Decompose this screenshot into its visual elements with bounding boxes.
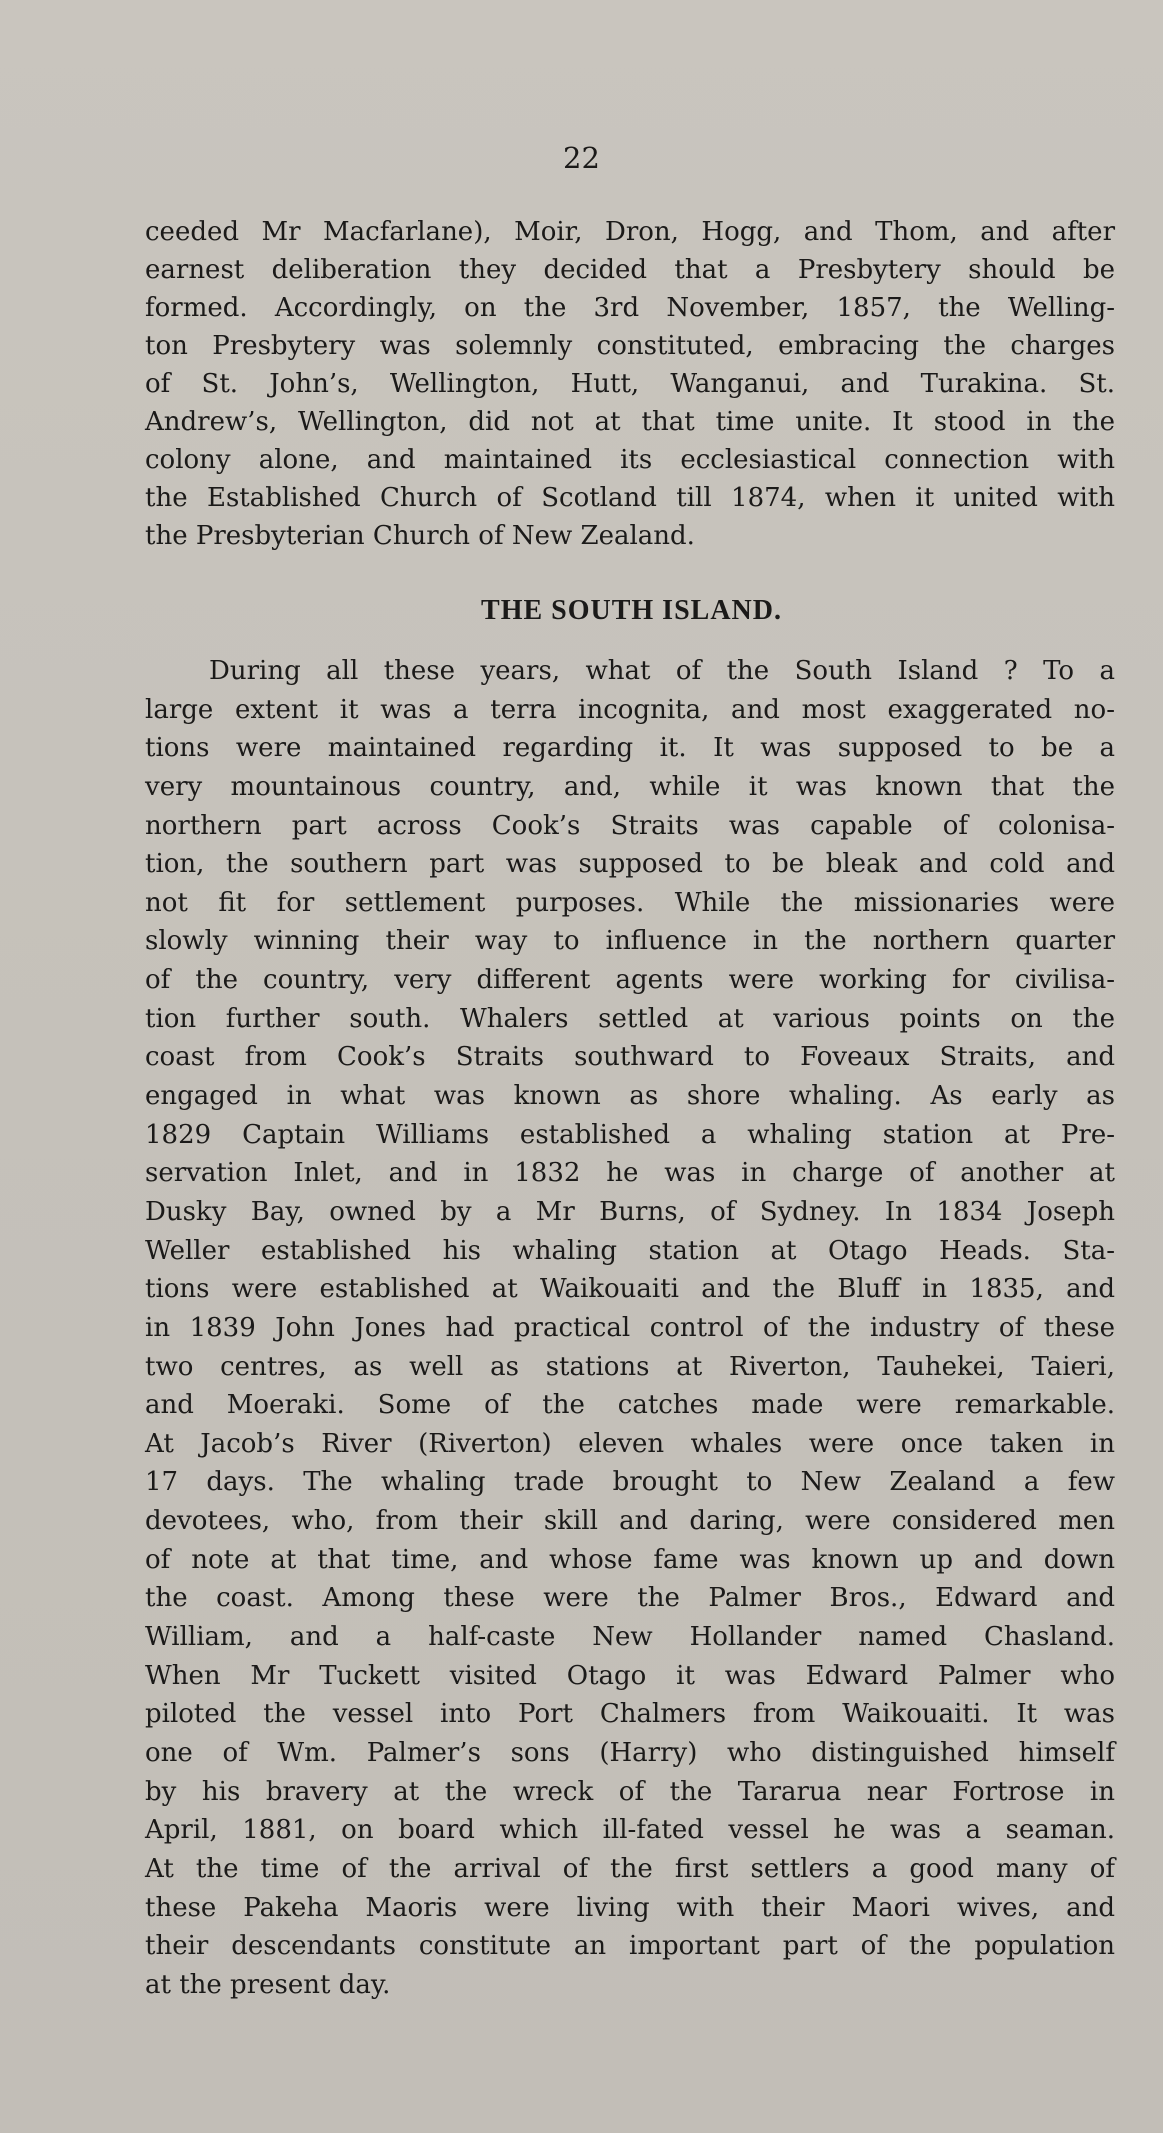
text-line: Andrew’s, Wellington, did not at that time unite. It stood in the bbox=[145, 407, 1115, 437]
text-line: two centres, as well as stations at Riverton, Tauhekei, Taieri, bbox=[145, 1351, 1115, 1382]
text-line: these Pakeha Maoris were living with their Maori wives, and bbox=[145, 1892, 1115, 1923]
text-line: at the present day. bbox=[145, 1969, 391, 2000]
paragraph-south-island bbox=[145, 652, 1115, 2004]
text-line: At the time of the arrival of the first settlers a good many of bbox=[145, 1853, 1115, 1884]
text-line: coast from Cook’s Straits southward to Foveaux Straits, and bbox=[145, 1042, 1115, 1073]
text-line: Weller established his whaling station at Otago Heads. Sta- bbox=[145, 1235, 1115, 1266]
text-line: ceeded Mr Macfarlane), Moir, Dron, Hogg, and Thom, and after bbox=[145, 217, 1115, 247]
text-line: the coast. Among these were the Palmer Bros., Edward and bbox=[145, 1583, 1115, 1614]
text-line: tion, the southern part was supposed to be bleak and cold and bbox=[145, 849, 1115, 880]
text-line: tions were established at Waikouaiti and the Bluff in 1835, and bbox=[145, 1274, 1115, 1305]
text-line: 1829 Captain Williams established a whaling station at Pre- bbox=[145, 1119, 1115, 1150]
text-line: devotees, who, from their skill and daring, were considered men bbox=[145, 1506, 1115, 1537]
text-line: slowly winning their way to influence in the northern quarter bbox=[145, 926, 1115, 957]
text-line: When Mr Tuckett visited Otago it was Edward Palmer who bbox=[145, 1660, 1115, 1691]
text-line: tions were maintained regarding it. It was supposed to be a bbox=[145, 733, 1115, 764]
text-line: During all these years, what of the South Island ? To a bbox=[209, 656, 1115, 686]
text-line: their descendants constitute an important part of the population bbox=[145, 1931, 1115, 1962]
text-line: of note at that time, and whose fame was known up and down bbox=[145, 1544, 1115, 1575]
text-line: formed. Accordingly, on the 3rd November, 1857, the Welling- bbox=[145, 293, 1115, 323]
paragraph-presbytery bbox=[145, 213, 1115, 555]
text-line: At Jacob’s River (Riverton) eleven whales were once taken in bbox=[145, 1428, 1115, 1459]
text-line: ton Presbytery was solemnly constituted, embracing the charges bbox=[145, 331, 1115, 361]
section-heading: THE SOUTH ISLAND. bbox=[481, 595, 782, 626]
text-line: of the country, very different agents were working for civilisa- bbox=[145, 965, 1115, 996]
text-line: by his bravery at the wreck of the Tararua near Fortrose in bbox=[145, 1776, 1115, 1807]
text-line: the Presbyterian Church of New Zealand. bbox=[145, 521, 695, 551]
text-line: William, and a half-caste New Hollander named Chasland. bbox=[145, 1622, 1115, 1653]
text-line: April, 1881, on board which ill-fated vessel he was a seaman. bbox=[145, 1815, 1115, 1846]
text-line: colony alone, and maintained its ecclesiastical connection with bbox=[145, 445, 1115, 475]
text-line: and Moeraki. Some of the catches made were remarkable. bbox=[145, 1390, 1115, 1421]
text-line: northern part across Cook’s Straits was capable of colonisa- bbox=[145, 810, 1115, 841]
text-line: earnest deliberation they decided that a Presbytery should be bbox=[145, 255, 1115, 285]
text-line: Dusky Bay, owned by a Mr Burns, of Sydney. In 1834 Joseph bbox=[145, 1196, 1115, 1227]
text-line: one of Wm. Palmer’s sons (Harry) who distinguished himself bbox=[145, 1737, 1115, 1768]
text-line: the Established Church of Scotland till 1874, when it united with bbox=[145, 483, 1115, 513]
text-line: not fit for settlement purposes. While the missionaries were bbox=[145, 887, 1115, 918]
text-line: 17 days. The whaling trade brought to New Zealand a few bbox=[145, 1467, 1115, 1498]
text-line: servation Inlet, and in 1832 he was in charge of another at bbox=[145, 1158, 1115, 1189]
text-line: of St. John’s, Wellington, Hutt, Wanganui, and Turakina. St. bbox=[145, 369, 1115, 399]
text-line: in 1839 John Jones had practical control of the industry of these bbox=[145, 1312, 1115, 1343]
text-line: piloted the vessel into Port Chalmers from Waikouaiti. It was bbox=[145, 1699, 1115, 1730]
text-line: very mountainous country, and, while it was known that the bbox=[145, 771, 1115, 802]
page-number: 22 bbox=[563, 141, 600, 175]
text-line: large extent it was a terra incognita, and most exaggerated no- bbox=[145, 694, 1115, 725]
text-line: tion further south. Whalers settled at various points on the bbox=[145, 1003, 1115, 1034]
text-line: engaged in what was known as shore whaling. As early as bbox=[145, 1081, 1115, 1112]
